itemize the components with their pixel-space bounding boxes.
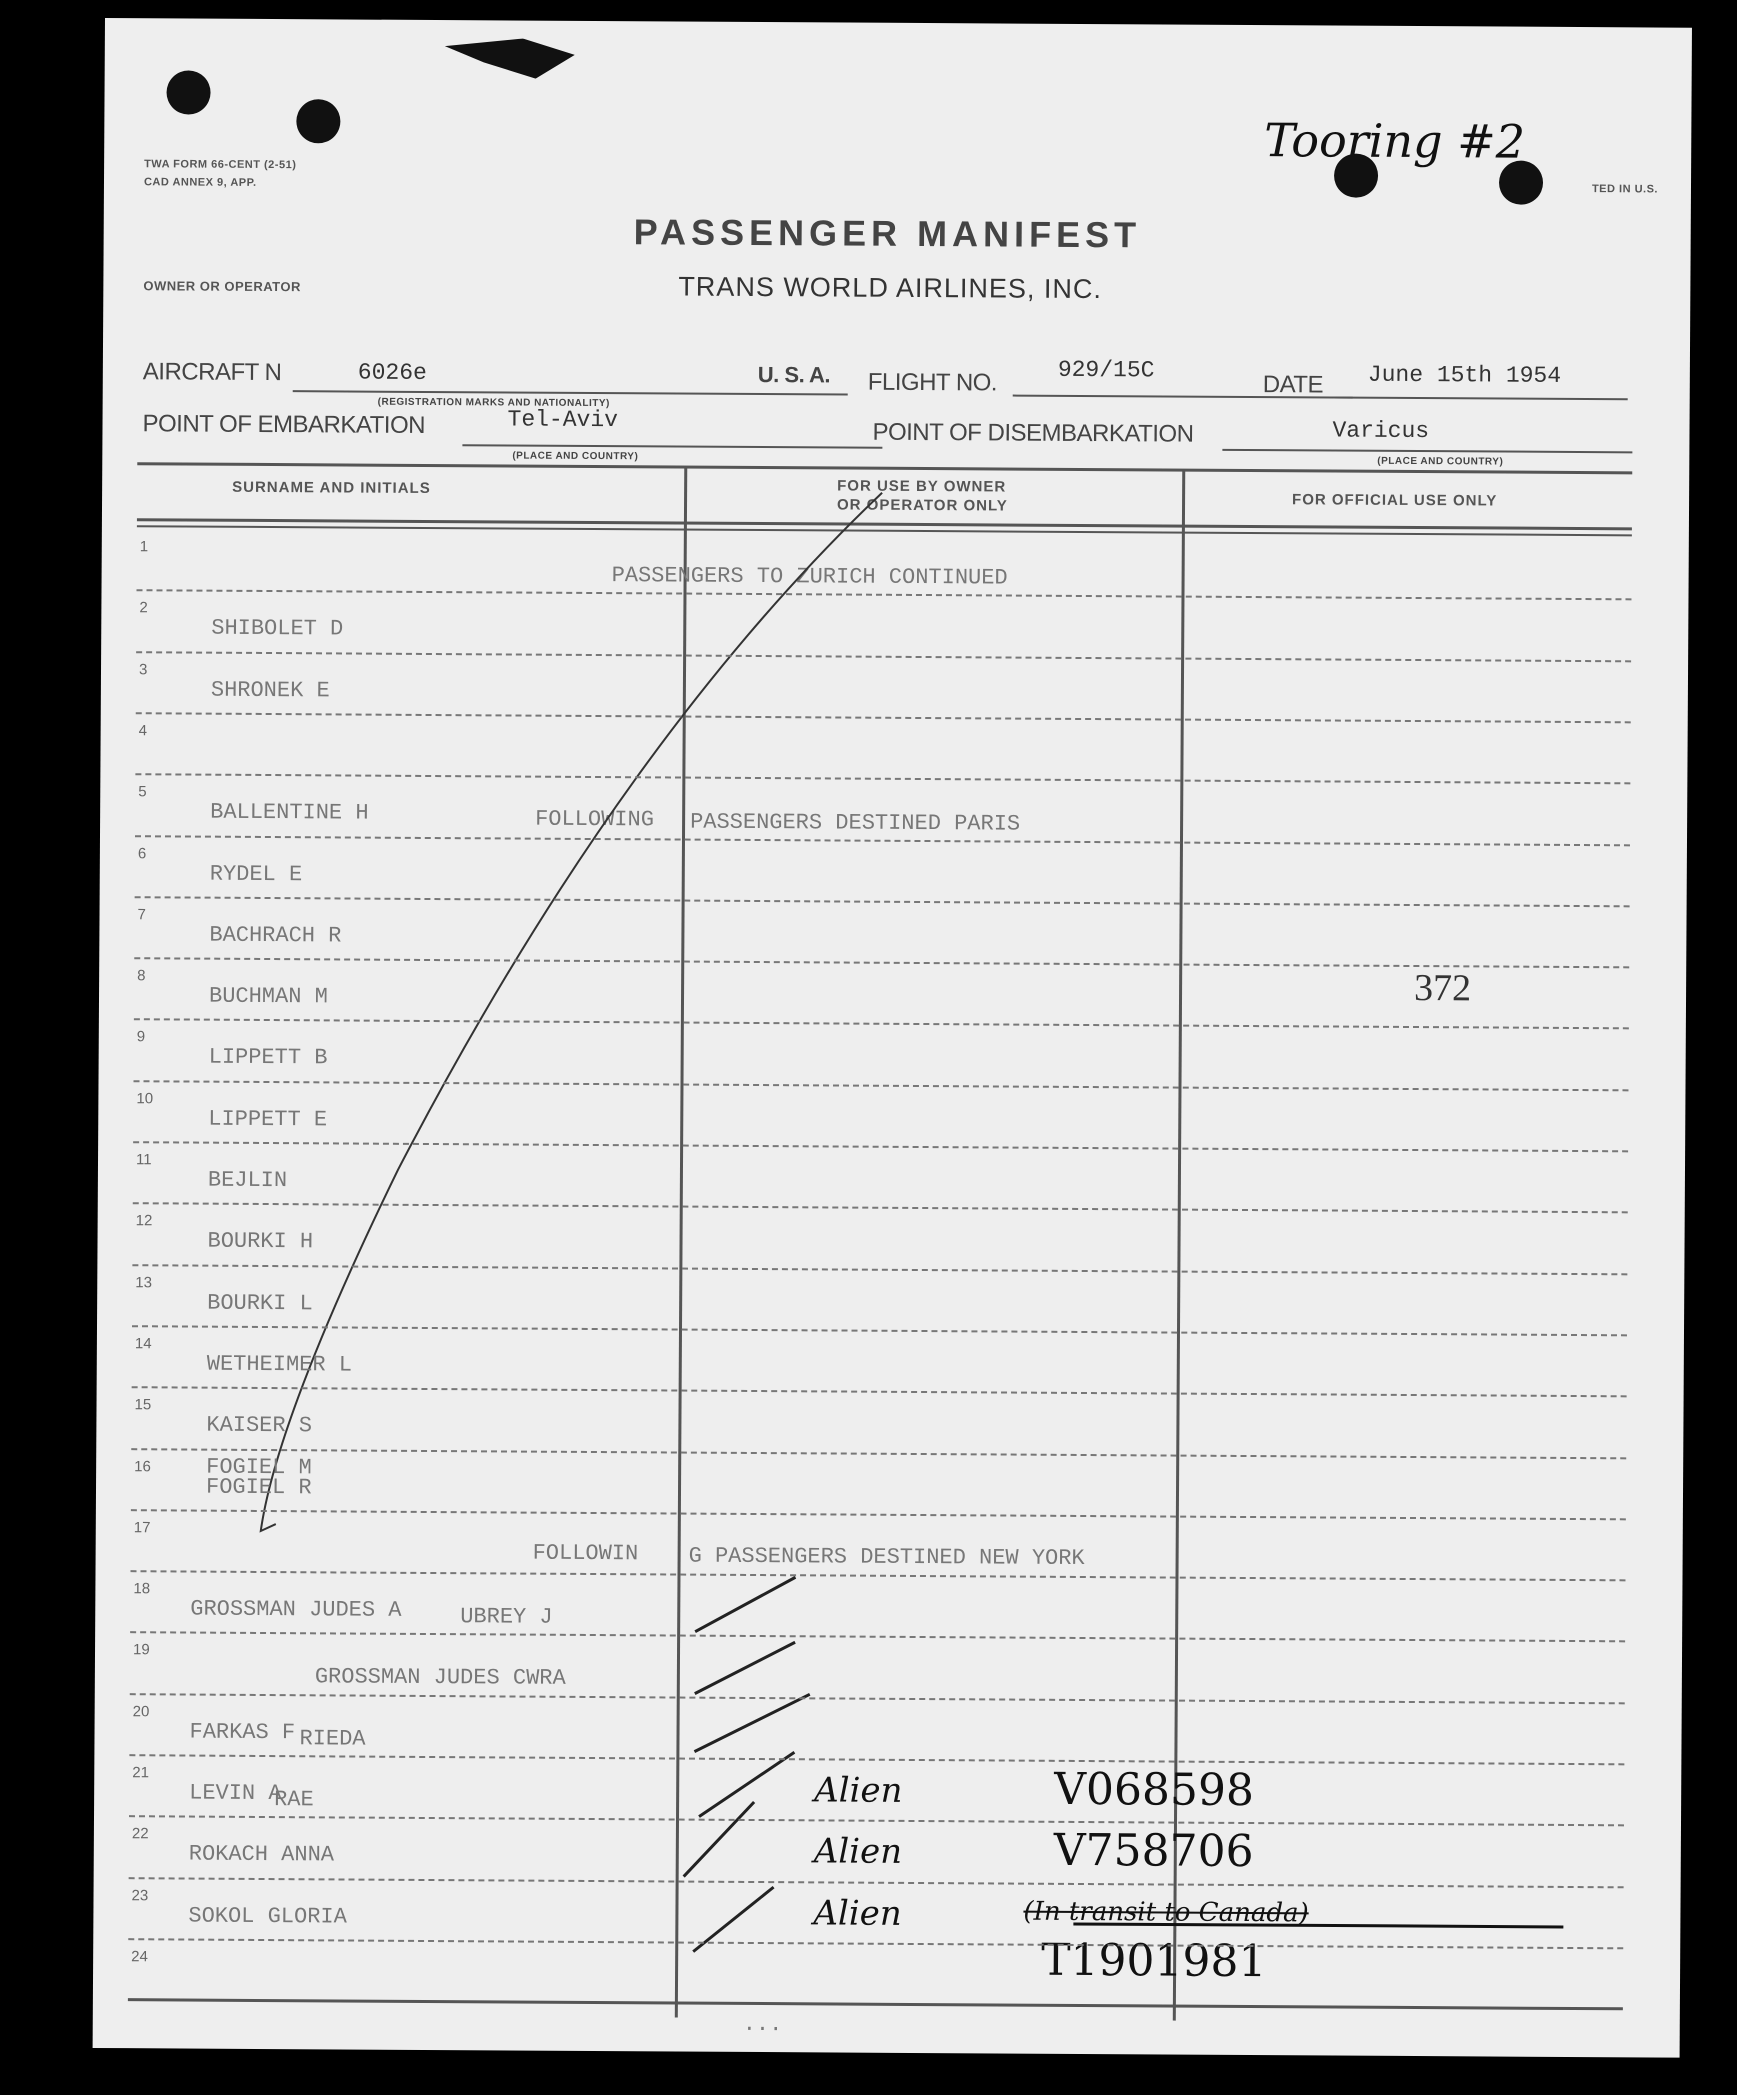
row-number: 1	[139, 538, 149, 556]
row-number: 15	[134, 1396, 152, 1414]
form-line-1: TWA FORM 66-CENT (2-51)	[144, 158, 297, 172]
passenger-name-overtyped: FOGIEL M	[206, 1454, 312, 1480]
passenger-name: LEVIN A	[189, 1780, 282, 1807]
document-title: PASSENGER MANIFEST	[633, 211, 1142, 256]
column-official: FOR OFFICIAL USE ONLY	[1292, 491, 1498, 510]
passenger-name-extra: UBREY J	[460, 1604, 553, 1630]
handwritten-note: Tooring #2	[1264, 113, 1526, 169]
row-number: 23	[131, 1886, 149, 1904]
passenger-name-extra: RIEDA	[299, 1725, 366, 1752]
row-number: 2	[139, 599, 148, 617]
row-number: 9	[136, 1028, 146, 1046]
row-number: 22	[131, 1825, 149, 1843]
passenger-name-extra: RAE	[274, 1787, 314, 1813]
passenger-name: BALLENTINE H	[210, 799, 369, 826]
handwritten-document-id: V068598	[1054, 1763, 1255, 1817]
row-number: 12	[135, 1212, 153, 1230]
row-number: 16	[134, 1457, 151, 1475]
row-number: 17	[133, 1519, 151, 1537]
passenger-name-extra: GROSSMAN JUDES CWRA	[314, 1664, 566, 1692]
column-surname: SURNAME AND INITIALS	[232, 478, 431, 497]
passenger-name: ROKACH ANNA	[188, 1841, 335, 1868]
date-label: DATE	[1262, 371, 1324, 399]
passenger-name: LIPPETT B	[208, 1045, 328, 1071]
registration-caption: (REGISTRATION MARKS AND NATIONALITY)	[377, 396, 610, 410]
manifest-page	[93, 18, 1692, 2058]
row-number: 5	[138, 783, 147, 801]
passenger-name: LIPPETT E	[208, 1106, 328, 1133]
row-number: 3	[138, 660, 148, 678]
row-number: 7	[137, 906, 146, 924]
row-number: 14	[134, 1335, 152, 1353]
passenger-name: FOGIEL R	[205, 1474, 312, 1500]
passenger-name: BEJLIN	[207, 1167, 288, 1194]
passenger-name: BACHRACH R	[209, 922, 342, 949]
note-ny-left: FOLLOWIN	[532, 1540, 639, 1567]
row-number: 24	[131, 1948, 148, 1966]
passenger-name: BOURKI H	[207, 1228, 314, 1255]
note-zurich: PASSENGERS TO ZURICH CONTINUED	[611, 563, 1008, 591]
aircraft-value: 6026e	[357, 359, 427, 386]
passenger-name: GROSSMAN JUDES A	[190, 1596, 402, 1623]
flight-label: FLIGHT NO.	[867, 368, 998, 397]
row-number: 4	[138, 722, 148, 740]
passenger-name: FARKAS F	[189, 1719, 296, 1745]
passenger-name: SHIBOLET D	[211, 615, 344, 642]
note-paris-right: PASSENGERS DESTINED PARIS	[690, 809, 1021, 837]
printed-in: TED IN U.S.	[1591, 183, 1659, 196]
passenger-name: WETHEIMER L	[206, 1351, 353, 1378]
place-caption-left: (PLACE AND COUNTRY)	[512, 450, 639, 463]
form-line-2: CAD ANNEX 9, APP.	[143, 176, 257, 189]
column-owner-use-1: FOR USE BY OWNER	[837, 477, 1007, 496]
embarkation-label: POINT OF EMBARKATION	[142, 410, 426, 439]
official-number: 372	[1413, 967, 1472, 1010]
row-number: 8	[137, 967, 146, 985]
handwritten-document-id: T1901981	[1040, 1934, 1267, 1987]
aircraft-label: AIRCRAFT N	[142, 358, 282, 387]
row-number: 6	[137, 844, 147, 862]
embarkation-value: Tel-Aviv	[507, 406, 619, 434]
row-number: 11	[135, 1151, 152, 1169]
row-number: 18	[133, 1580, 151, 1598]
pencil-curve	[93, 18, 1692, 2058]
owner-name: TRANS WORLD AIRLINES, INC.	[678, 271, 1103, 305]
footer-mark: ...	[742, 2011, 783, 2038]
row-number: 19	[132, 1641, 150, 1659]
passenger-name: BUCHMAN M	[208, 983, 328, 1010]
passenger-name: KAISER S	[206, 1412, 313, 1439]
disembarkation-value: Varicus	[1332, 417, 1430, 445]
passenger-name: RYDEL E	[209, 861, 303, 887]
handwritten-struck-note: (In transit to Canada)	[1023, 1896, 1309, 1928]
column-owner-use-2: OR OPERATOR ONLY	[836, 496, 1008, 515]
date-value: June 15th 1954	[1367, 361, 1562, 389]
disembarkation-label: POINT OF DISEMBARKATION	[872, 418, 1194, 448]
place-caption-right: (PLACE AND COUNTRY)	[1377, 455, 1504, 468]
row-number: 21	[132, 1764, 150, 1782]
note-ny-right: G PASSENGERS DESTINED NEW YORK	[688, 1543, 1085, 1572]
passenger-name: BOURKI L	[207, 1290, 313, 1316]
handwritten-status: Alien	[813, 1892, 902, 1934]
row-number: 13	[135, 1273, 153, 1291]
handwritten-status: Alien	[814, 1770, 903, 1811]
handwritten-status: Alien	[813, 1831, 903, 1873]
owner-label: OWNER OR OPERATOR	[143, 278, 301, 295]
nationality: U. S. A.	[757, 361, 831, 388]
note-paris-left: FOLLOWING	[535, 806, 655, 833]
handwritten-document-id: V758706	[1053, 1825, 1254, 1878]
row-number: 20	[132, 1702, 150, 1720]
passenger-name: SOKOL GLORIA	[188, 1903, 347, 1930]
passenger-name: SHRONEK E	[210, 677, 330, 703]
flight-number: 929/15C	[1057, 356, 1155, 384]
row-number: 10	[136, 1089, 154, 1108]
